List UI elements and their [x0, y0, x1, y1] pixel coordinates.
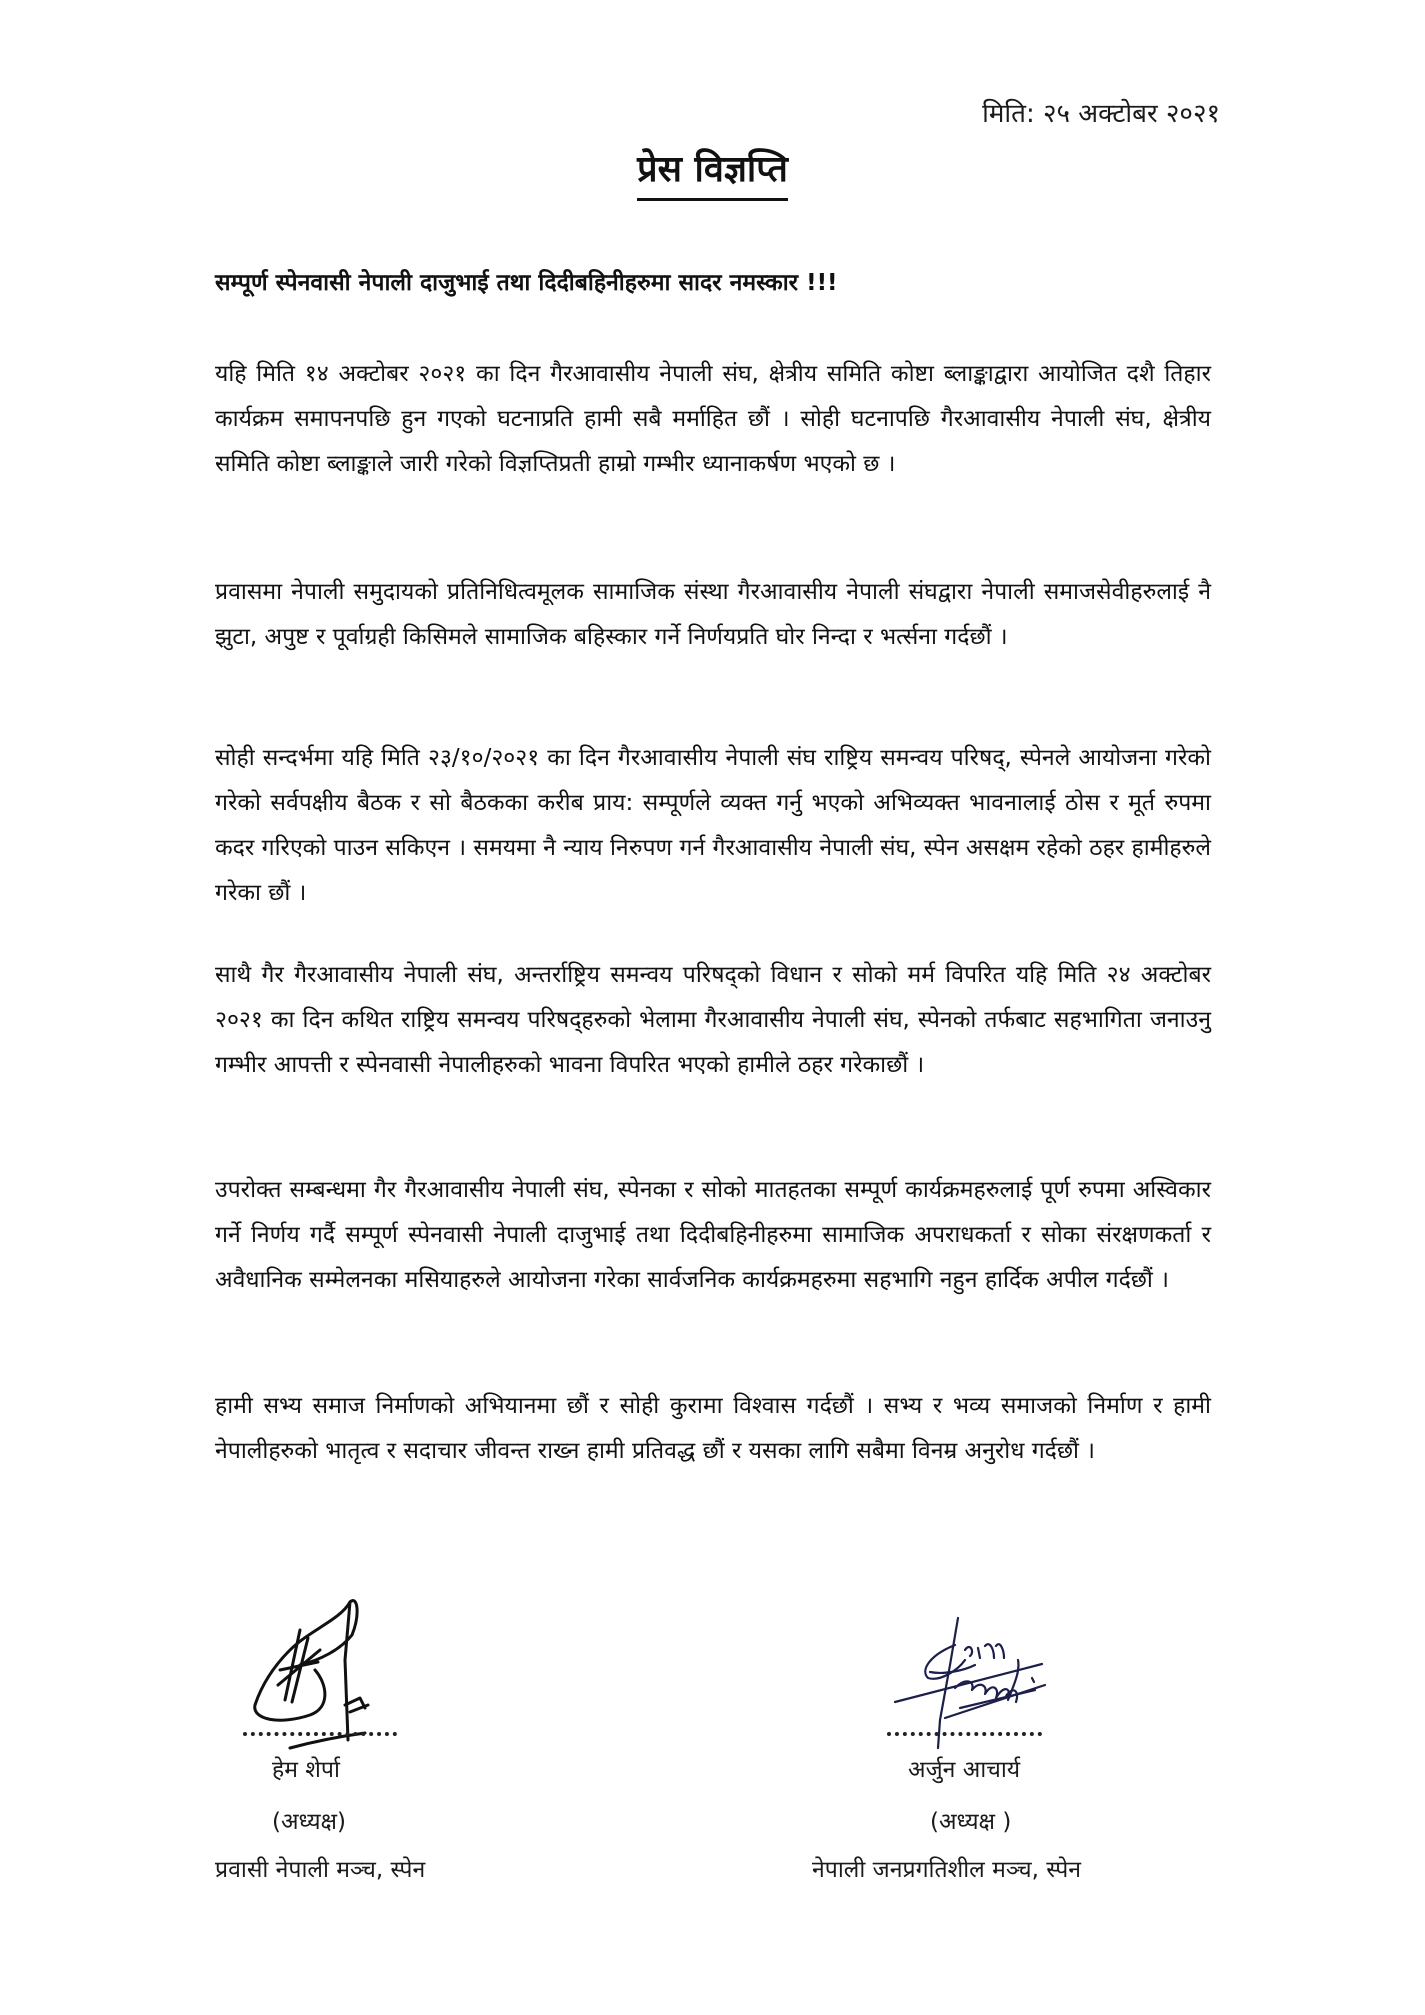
- page-title: [0, 146, 1425, 201]
- signature-line-left: [243, 1726, 397, 1736]
- signature-block-right: [780, 1590, 1200, 1900]
- paragraph-4: साथै गैर गैरआवासीय नेपाली संघ, अन्तर्राष्ट्रिय समन्वय परिषद्को विधान र सोको मर्म विपरित यहि मिति २४ अक्टोबर २०२१ का दिन कथित राष्ट्रिय समन्वय परिषद्हरुको भेलामा गैरआवासीय नेपाली संघ, स्पेनको तर्फबाट सहभागिता जनाउनु गम्भीर आपत्ती र स्पेनवासी नेपालीहरुको भावना विपरित भएको हामीले ठहर गरेकाछौं ।: [215, 962, 1211, 1078]
- paragraph-6: हामी सभ्य समाज निर्माणको अभियानमा छौं र सोही कुरामा विश्वास गर्दछौं । सभ्य र भव्य समाजको निर्माण र हामी नेपालीहरुको भातृत्व र सदाचार जीवन्त राख्न हामी प्रतिवद्ध छौं र यसका लागि सबैमा विनम्र अनुरोध गर्दछौं ।: [215, 1393, 1211, 1464]
- signature-line-right: [887, 1726, 1042, 1736]
- salutation: सम्पूर्ण स्पेनवासी नेपाली दाजुभाई तथा दिदीबहिनीहरुमा सादर नमस्कार !!!: [215, 270, 838, 296]
- signatory-organization: नेपाली जनप्रगतिशील मञ्च, स्पेन: [812, 1857, 1082, 1883]
- signatory-name: अर्जुन आचार्य: [908, 1757, 1021, 1783]
- signatory-organization: प्रवासी नेपाली मञ्च, स्पेन: [215, 1857, 426, 1883]
- signatory-role: (अध्यक्ष): [272, 1809, 346, 1835]
- signature-block-left: [200, 1590, 620, 1900]
- paragraph-1: यहि मिति १४ अक्टोबर २०२१ का दिन गैरआवासीय नेपाली संघ, क्षेत्रीय समिति कोष्टा ब्लाङ्काद्वारा आयोजित दशै तिहार कार्यक्रम समापनपछि हुन गएको घटनाप्रति हामी सबै मर्माहित छौं । सोही घटनापछि गैरआवासीय नेपाली संघ, क्षेत्रीय समिति कोष्टा ब्लाङ्काले जारी गरेको विज्ञप्तिप्रती हाम्रो गम्भीर ध्यानाकर्षण भएको छ ।: [215, 361, 1211, 477]
- paragraph-2: प्रवासमा नेपाली समुदायको प्रतिनिधित्वमूलक सामाजिक संस्था गैरआवासीय नेपाली संघद्वारा नेपाली समाजसेवीहरुलाई नै झुटा, अपुष्ट र पूर्वाग्रही किसिमले सामाजिक बहिस्कार गर्ने निर्णयप्रति घोर निन्दा र भर्त्सना गर्दछौं ।: [215, 579, 1211, 650]
- release-date: मिति: २५ अक्टोबर २०२१: [982, 99, 1220, 129]
- paragraph-5: उपरोक्त सम्बन्धमा गैर गैरआवासीय नेपाली संघ, स्पेनका र सोको मातहतका सम्पूर्ण कार्यक्रमहरुलाई पूर्ण रुपमा अस्विकार गर्ने निर्णय गर्दै सम्पूर्ण स्पेनवासी नेपाली दाजुभाई तथा दिदीबहिनीहरुमा सामाजिक अपराधकर्ता र सोका संरक्षणकर्ता र अवैधानिक सम्मेलनका मसियाहरुले आयोजना गरेका सार्वजनिक कार्यक्रमहरुमा सहभागि नहुन हार्दिक अपील गर्दछौं ।: [215, 1177, 1211, 1293]
- signatory-role: (अध्यक्ष ): [930, 1809, 1012, 1835]
- paragraph-3: सोही सन्दर्भमा यहि मिति २३/१०/२०२१ का दिन गैरआवासीय नेपाली संघ राष्ट्रिय समन्वय परिषद्, स्पेनले आयोजना गरेको गरेको सर्वपक्षीय बैठक र सो बैठकका करीब प्राय: सम्पूर्णले व्यक्त गर्नु भएको अभिव्यक्त भावनालाई ठोस र मूर्त रुपमा कदर गरिएको पाउन सकिएन । समयमा नै न्याय निरुपण गर्न गैरआवासीय नेपाली संघ, स्पेन असक्षम रहेको ठहर हामीहरुले गरेका छौं ।: [215, 745, 1211, 906]
- signature-left-icon: [200, 1590, 620, 1790]
- signatory-name: हेम शेर्पा: [272, 1757, 340, 1783]
- title-text: प्रेस विज्ञप्ति: [637, 146, 788, 201]
